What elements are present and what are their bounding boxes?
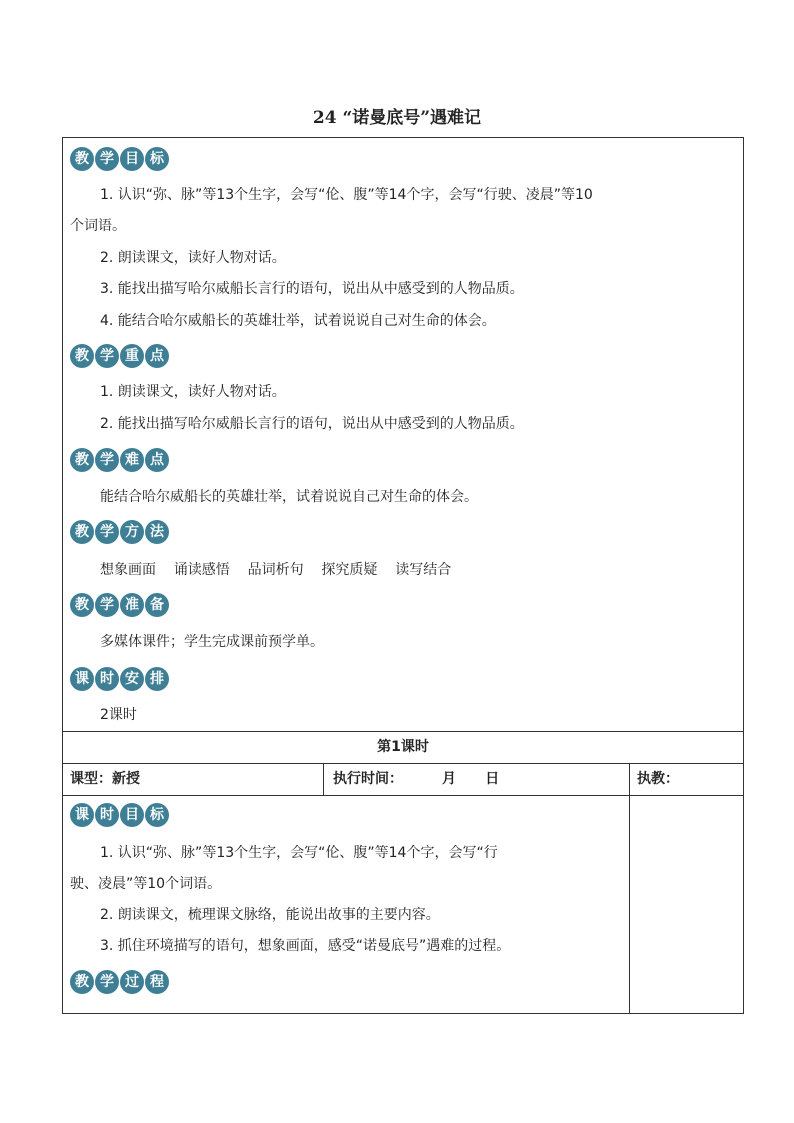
row-divider-heading <box>62 731 744 732</box>
badge-char: 教 <box>70 593 94 617</box>
badge-char: 学 <box>95 970 119 994</box>
section-badge-difficulty <box>70 448 169 473</box>
badge-char: 标 <box>145 147 169 171</box>
badge-char: 点 <box>145 344 169 368</box>
badge-char: 安 <box>120 667 144 691</box>
badge-char: 学 <box>95 147 119 171</box>
key-line: 2. 能找出描写哈尔威船长言行的语句，说出从中感受到的人物品质。 <box>100 416 524 432</box>
badge-char: 程 <box>145 970 169 994</box>
badge-char: 重 <box>120 344 144 368</box>
badge-char: 过 <box>120 970 144 994</box>
goal-line: 4. 能结合哈尔威船长的英雄壮举，试着说说自己对生命的体会。 <box>100 313 496 329</box>
objective-line: 1. 认识“弥、脉”等13个生字，会写“伦、腹”等14个字，会写“行 <box>100 845 498 861</box>
row-divider-content <box>62 795 744 796</box>
badge-char: 教 <box>70 520 94 544</box>
badge-char: 课 <box>70 803 94 827</box>
methods-line: 想象画面 诵读感悟 品词析句 探究质疑 读写结合 <box>100 562 452 578</box>
badge-char: 时 <box>95 667 119 691</box>
goal-line: 个词语。 <box>70 218 126 234</box>
badge-char: 准 <box>120 593 144 617</box>
page-title: 24 “诺曼底号”遇难记 <box>312 108 482 128</box>
badge-char: 教 <box>70 970 94 994</box>
badge-char: 难 <box>120 448 144 472</box>
lesson-type: 课型：新授 <box>70 771 140 787</box>
section-badge-schedule <box>70 667 169 692</box>
key-line: 1. 朗读课文，读好人物对话。 <box>100 384 286 400</box>
prep-line: 多媒体课件；学生完成课前预学单。 <box>100 634 324 650</box>
section-badge-goals <box>70 147 169 172</box>
badge-char: 方 <box>120 520 144 544</box>
section-badge-objectives <box>70 803 169 828</box>
badge-char: 时 <box>95 803 119 827</box>
badge-char: 学 <box>95 520 119 544</box>
goal-line: 3. 能找出描写哈尔威船长言行的语句，说出从中感受到的人物品质。 <box>100 281 524 297</box>
badge-char: 目 <box>120 803 144 827</box>
col-divider-2 <box>629 763 630 1014</box>
goal-line: 2. 朗读课文，读好人物对话。 <box>100 250 286 266</box>
badge-char: 学 <box>95 593 119 617</box>
section-badge-prep <box>70 593 169 618</box>
schedule-line: 2课时 <box>100 707 137 723</box>
goal-line: 1. 认识“弥、脉”等13个生字，会写“伦、腹”等14个字，会写“行驶、凌晨”等10 <box>100 187 593 203</box>
badge-char: 学 <box>95 344 119 368</box>
difficulty-line: 能结合哈尔威船长的英雄壮举，试着说说自己对生命的体会。 <box>100 489 478 505</box>
objective-line: 驶、凌晨”等10个词语。 <box>70 876 222 892</box>
objective-line: 3. 抓住环境描写的语句，想象画面，感受“诺曼底号”遇难的过程。 <box>100 938 511 954</box>
badge-char: 法 <box>145 520 169 544</box>
badge-char: 排 <box>145 667 169 691</box>
badge-char: 备 <box>145 593 169 617</box>
lesson-time: 执行时间： 月 日 <box>333 771 500 787</box>
objective-line: 2. 朗读课文，梳理课文脉络，能说出故事的主要内容。 <box>100 907 440 923</box>
badge-char: 教 <box>70 448 94 472</box>
badge-char: 教 <box>70 147 94 171</box>
badge-char: 教 <box>70 344 94 368</box>
col-divider-1 <box>323 763 324 795</box>
section-badge-key <box>70 344 169 369</box>
lesson-teacher: 执教： <box>637 771 679 787</box>
row-divider-info <box>62 763 744 764</box>
section-badge-methods <box>70 520 169 545</box>
badge-char: 点 <box>145 448 169 472</box>
badge-char: 学 <box>95 448 119 472</box>
lesson-heading: 第1课时 <box>377 739 429 755</box>
badge-char: 课 <box>70 667 94 691</box>
section-badge-process <box>70 970 169 995</box>
badge-char: 目 <box>120 147 144 171</box>
badge-char: 标 <box>145 803 169 827</box>
